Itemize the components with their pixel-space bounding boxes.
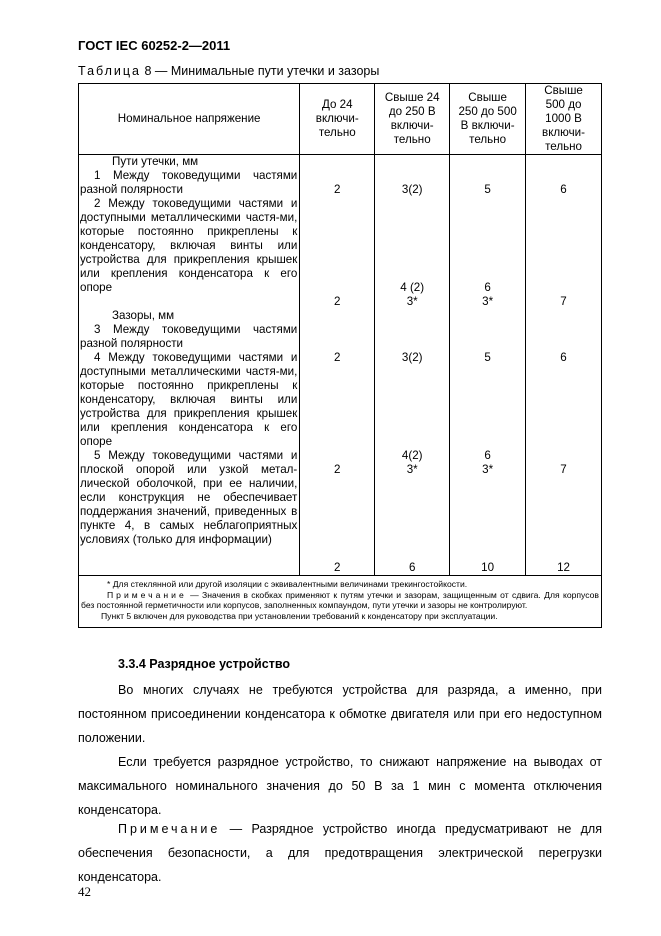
section-title: 3.3.4 Разрядное устройство (118, 657, 290, 671)
table-footnote: * Для стеклянной или другой изоляции с эквивалентными величинами трекингостойкости. (107, 579, 468, 589)
clearance-item-5: 5 Между токоведущими частями и плоской опорой или узкой метал-лической оболочкой, при ее наличии, если конструкция не обеспечивает поддержания значений, приведенных в пункте 4, в самых неблагоприятных условиях (только для информации) (80, 449, 298, 546)
paragraph-2-text: Если требуется разрядное устройство, то снижают напряжение на выводах от максимального номинального значения до 50 В за 1 мин с момента отключения конденсатора. (78, 755, 602, 817)
table-body-row (79, 155, 602, 576)
value-cell: 7 (560, 463, 567, 476)
value-cell: 2 (334, 463, 341, 476)
value-cell (300, 449, 374, 463)
value-cell: 6 (484, 281, 491, 294)
value-cell: 4(2) (401, 449, 423, 462)
clearance-item-4: 4 Между токоведущими частями и доступными металлическими частя-ми, которые постоянно прикреплены к конденсатору, включая винты или устройства для прикрепления крышек или крепления конденсатора к его опоре (80, 351, 298, 448)
value-cell: 5 (484, 183, 491, 196)
value-cell: 5 (484, 351, 491, 364)
value-cell (526, 281, 601, 295)
section-paragraph-2 (78, 750, 602, 822)
table-note-text: — Значения в скобках применяют к путям утечки и зазорам, защищенным от сдвига. Для корпусов без постоянной герметичности или корпусов, заполненных компаундом, пути утечки и зазоры не контролируют. (81, 589, 599, 611)
table-caption (78, 64, 379, 78)
value-cell: 3* (406, 295, 418, 308)
table-header-row (79, 84, 602, 155)
value-cell: 6 (484, 449, 491, 462)
value-cell: 2 (334, 295, 341, 308)
table-caption-word: Таблица (78, 64, 142, 78)
value-cell: 4 (2) (400, 281, 425, 294)
value-cell: 6 (408, 561, 416, 574)
value-cell: 2 (334, 561, 341, 574)
table-notes (79, 576, 602, 628)
section-note (78, 817, 602, 889)
section-note-body: — Разрядное устройство иногда предусматривают не для обеспечения безопасности, а для предотвращения электрической перегрузки конденсатора. (78, 822, 602, 884)
value-cell: 3* (482, 295, 494, 308)
col-500-1000 (526, 155, 602, 576)
row-descriptions (79, 155, 300, 576)
col-up-to-24 (300, 155, 375, 576)
header-250-500: Свыше 250 до 500 В включи-тельно (450, 84, 526, 155)
value-cell: 6 (560, 183, 567, 196)
header-up-to-24: До 24 включи-тельно (300, 84, 375, 155)
page-number: 42 (78, 884, 91, 899)
creepage-title: Пути утечки, мм (112, 155, 199, 168)
header-500-1000: Свыше 500 до 1000 В включи-тельно (526, 84, 602, 155)
value-cell: 3* (406, 463, 418, 476)
clearance-title: Зазоры, мм (112, 309, 175, 322)
col-250-500 (450, 155, 526, 576)
table-note-word: Примечание (107, 589, 187, 600)
table-caption-text: 8 — Минимальные пути утечки и зазоры (144, 64, 380, 78)
table-item5-note: Пункт 5 включен для руководства при установлении требований к конденсатору при эксплуатации. (101, 610, 498, 621)
header-24-250: Свыше 24 до 250 В включи-тельно (375, 84, 450, 155)
table-notes-row (79, 576, 602, 628)
section-note-text (78, 817, 602, 889)
value-cell: 2 (334, 183, 341, 196)
header-nominal-voltage: Номинальное напряжение (79, 84, 300, 155)
paragraph-1-text: Во многих случаях не требуются устройства для разряда, а именно, при постоянном присоединении конденсатора к обмотке двигателя или при его недоступном положении. (78, 683, 602, 745)
value-cell (300, 281, 374, 295)
value-cell: 7 (560, 295, 567, 308)
value-cell: 3* (482, 463, 494, 476)
value-cell (526, 449, 601, 463)
creepage-item-2: 2 Между токоведущими частями и доступными металлическими частя-ми, которые постоянно прикреплены к конденсатору, включая винты или устройства для прикрепления крышек или крепления конденсатора к его опоре (80, 197, 298, 294)
value-cell: 10 (481, 561, 495, 574)
value-cell: 3(2) (401, 183, 423, 196)
value-cell: 6 (560, 351, 567, 364)
document-header: ГОСТ IEC 60252-2—2011 (78, 38, 231, 53)
section-note-word: Примечание (118, 822, 221, 836)
value-cell: 3(2) (401, 351, 423, 364)
value-cell: 2 (334, 351, 341, 364)
table-note (81, 590, 599, 611)
creepage-clearance-table (78, 83, 602, 628)
section-paragraph-1 (78, 678, 602, 750)
value-cell: 12 (557, 561, 570, 574)
clearance-item-3: 3 Между токоведущими частями разной полярности (80, 323, 298, 350)
creepage-item-1: 1 Между токоведущими частями разной полярности (80, 169, 298, 196)
col-24-250 (375, 155, 450, 576)
